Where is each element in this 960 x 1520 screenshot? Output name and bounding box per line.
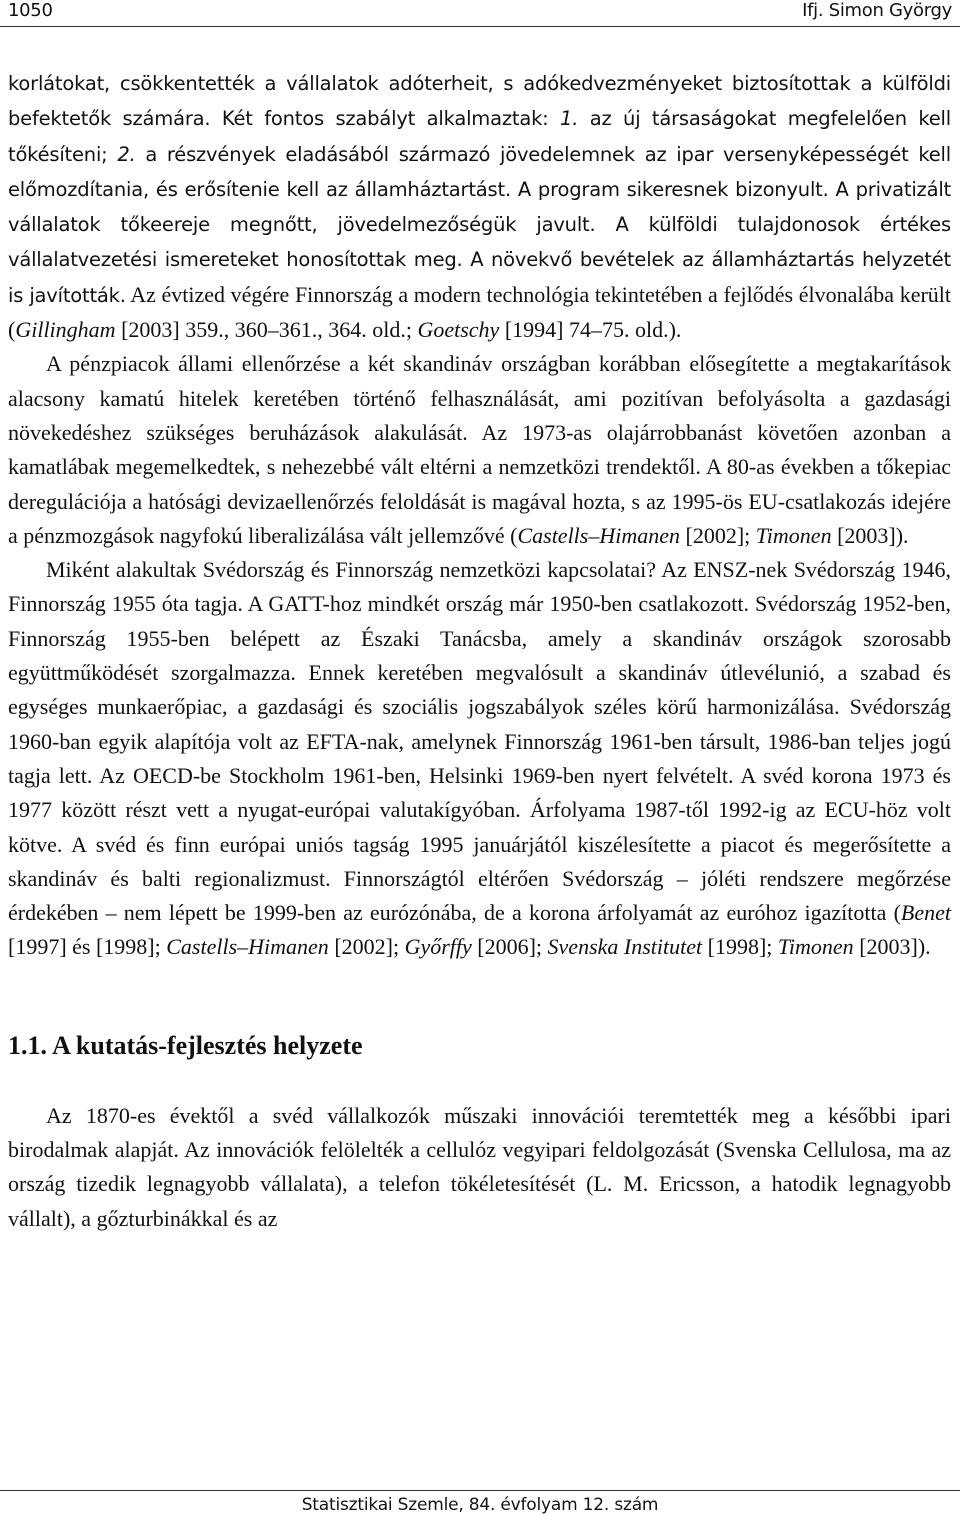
list-number: 2. (117, 142, 136, 166)
citation-author: Timonen (777, 934, 854, 960)
text-run: [1998]; (702, 934, 778, 960)
text-run: Miként alakultak Svédország és Finnország nemzetközi kapcsolatai? Az ENSZ-nek Svédország 1946, Finnország 1955 óta tagja. A GATT-hoz mindkét ország már 1950-ben csatlakozott. Svédország 1952-ben, Finnország 1955-ben belépett az Északi Tanácsba, amely a skandináv országok szorosabb együttműködését szorgalmazza. Ennek keretében megvalósult a skandináv útlevélunió, a szabad és egységes munkaerőpiac, a gazdasági és szociális jogszabályok széles körű harmonizálása. Svédország 1960-ban egyik alapítója volt az EFTA-nak, amelynek Finnország 1961-ben társult, 1986-ban teljes jogú tagja lett. Az OECD-be Stockholm 1961-ben, Helsinki 1969-ben nyert felvételt. A svéd korona 1973 és 1977 között részt vett a nyugat-európai valutakígyóban. Árfolyama 1987-től 1992-ig az ECU-höz volt kötve. A svéd és finn európai uniós tagság 1995 januárjától kiszélesítette a piacot és megerősítette a skandináv és balti regionalizmust. Finnországtól eltérően Svédország – jóléti rendszere megőrzése érdekében – nem lépett be 1999-ben az eurózónába, de a korona árfolyamát az euróhoz igazította ( (8, 557, 951, 926)
list-number: 1. (560, 107, 579, 131)
citation-author: Castells–Himanen (517, 522, 681, 548)
text-run: [2003] 359., 360–361., 364. old.; (115, 317, 418, 343)
text-run: [2003]). (831, 522, 909, 548)
paragraph-2 (8, 347, 951, 553)
paragraph-4: Az 1870-es évektől a svéd vállalkozók műszaki innovációi teremtették meg a későbbi ipari birodalmak alapját. Az innovációk felölelték a cellulóz vegyipari feldolgozását (Svenska Cellulosa, ma az ország tizedik legnagyobb vállalata), a telefon tökéletesítését (L. M. Ericsson, a hatodik legnagyobb vállalt), a gőzturbinákkal és az (8, 1102, 951, 1231)
text-run: [2006]; (471, 934, 548, 960)
text-run: korlátokat, csökkentették a vállalatok adóterheit, s adókedvezményeket biztosítottak a külföldi befektetők számára. Két fontos szabályt alkalmaztak: (8, 72, 951, 131)
text-run: [2002]; (680, 522, 756, 548)
citation-author: Győrffy (404, 934, 472, 960)
text-run: [1994] 74–75. old.). (499, 317, 682, 343)
author-name: Ifj. Simon György (802, 0, 952, 21)
citation-author: Castells–Himanen (166, 934, 329, 960)
citation-author: Goetschy (417, 317, 500, 343)
page-header (0, 0, 960, 27)
text-run: a részvények eladásából származó jövedelemnek az ipar versenyképességét kell előmozdítania, és erősítenie kell az államháztartást. A program sikeresnek bizonyult. A privatizált vállalatok tőkeereje megnőtt, jövedelmezőségük javult. A külföldi tulajdonosok értékes vállalatvezetési ismereteket honosítottak meg. A növekvő bevételek az államháztartás helyzetét is javították. (8, 142, 951, 307)
journal-info: Statisztikai Szemle, 84. évfolyam 12. szám (301, 1495, 659, 1515)
paragraph-1 (8, 66, 951, 347)
text-run: az új társaságokat megfelelően kell tőkésíteni; (8, 107, 951, 166)
citation-author: Timonen (755, 522, 832, 548)
citation-author: Gillingham (15, 317, 116, 343)
article-body (8, 66, 951, 1236)
text-run: [2002]; (328, 934, 405, 960)
paragraph-3 (8, 553, 951, 965)
page-number: 1050 (8, 0, 53, 21)
text-run: Az évtized végére Finnország a modern technológia tekintetében a fejlődés élvonalába került ( (8, 281, 952, 343)
text-run: [1997] és [1998]; (8, 934, 167, 960)
section-heading: 1.1. A kutatás-fejlesztés helyzete (8, 1030, 363, 1060)
text-run: A pénzpiacok állami ellenőrzése a két skandináv országban korábban elősegítette a megtakarítások alacsony kamatú hitelek keretében történő felhasználását, ami pozitívan befolyásolta a gazdasági növekedéshez szükséges beruházások alakulását. Az 1973-as olajárrobbanást követően azonban a kamatlábak megemelkedtek, s nehezebbé vált eltérni a nemzetközi trendektől. A 80-as években a tőkepiac deregulációja a hatósági devizaellenőrzés feloldását is magával hozta, s az 1995-ös EU-csatlakozás idejére a pénzmozgások nagyfokú liberalizálása vált jellemzővé ( (8, 351, 951, 548)
citation-author: Svenska Institutet (547, 934, 703, 960)
page-footer (0, 1490, 960, 1520)
text-run: [2003]). (853, 934, 931, 960)
citation-author: Benet (900, 900, 951, 926)
